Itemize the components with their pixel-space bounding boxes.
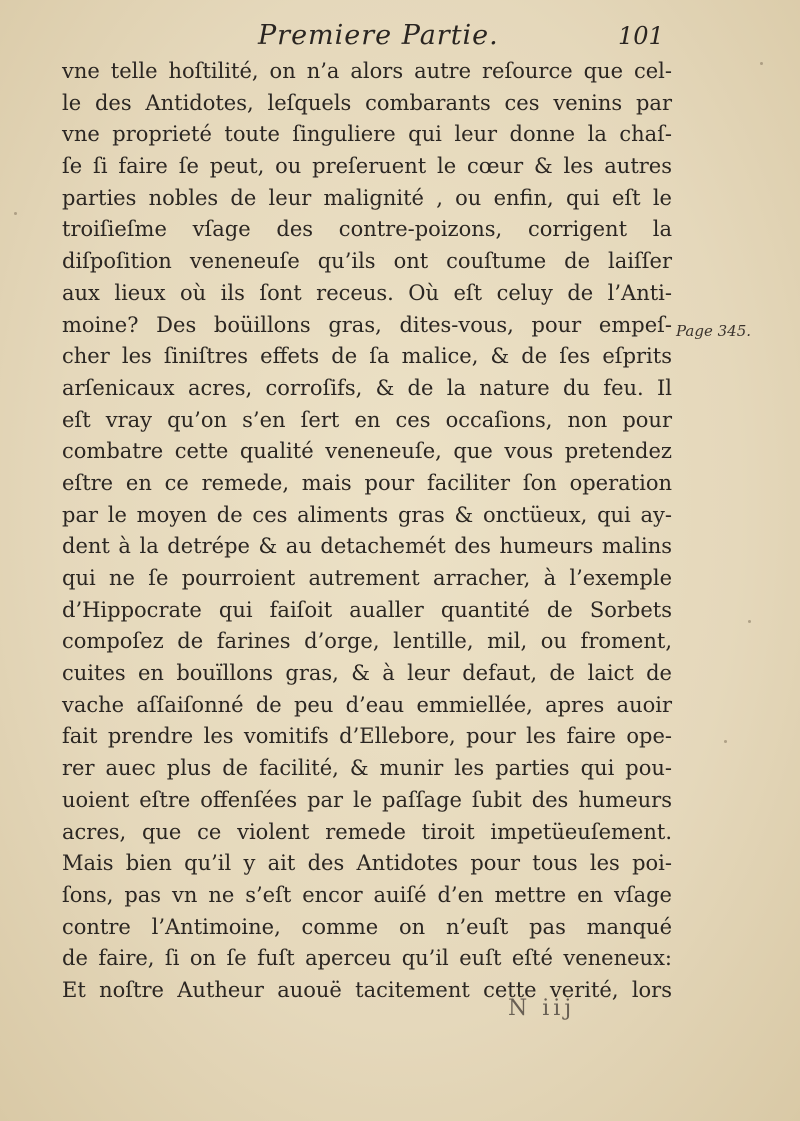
text-line: de faire, ſi on ſe fuſt aperceu qu’il euſt eſté veneneux: bbox=[62, 946, 672, 971]
text-line: cuites en bouïllons gras, & à leur defaut, de laict de bbox=[62, 661, 672, 686]
text-line: ſe ſi faire ſe peut, ou preſeruent le cœur & les autres bbox=[62, 154, 672, 179]
text-line: cher les ſiniſtres effets de ſa malice, & de ſes eſprits bbox=[62, 344, 672, 369]
text-line: qui ne ſe pourroient autrement arracher, à l’exemple bbox=[62, 566, 672, 590]
text-line: combatre cette qualité veneneuſe, que vous pretendez bbox=[62, 439, 672, 464]
margin-note: Page 345. bbox=[676, 322, 752, 340]
text-line: dent à la detrépe & au detachemét des humeurs malins bbox=[62, 534, 672, 559]
text-line: ſons, pas vn ne s’eſt encor auiſé d’en mettre en vſage bbox=[62, 882, 672, 907]
text-line: eſtre en ce remede, mais pour faciliter ſon operation bbox=[62, 470, 672, 495]
text-line: d’Hippocrate qui faiſoit aualler quantité de Sorbets bbox=[62, 597, 672, 622]
text-line: acres, que ce violent remede tiroit impetüeuſement. bbox=[62, 819, 672, 844]
text-line: diſpoſition veneneuſe qu’ils ont couſtume de laiſſer bbox=[62, 249, 672, 274]
text-line: troiſieſme vſage des contre-poizons, corrigent la bbox=[62, 217, 672, 242]
paper-speck bbox=[724, 740, 727, 743]
text-line: Et noſtre Autheur auouë tacitement cette verité, lors bbox=[62, 977, 672, 1002]
paper-speck bbox=[760, 62, 763, 65]
text-line: par le moyen de ces aliments gras & onctüeux, qui ay- bbox=[62, 502, 672, 527]
paper-speck bbox=[14, 212, 17, 215]
page-number: 101 bbox=[618, 22, 664, 50]
running-head bbox=[0, 20, 800, 60]
text-line: parties nobles de leur malignité , ou enfin, qui eſt le bbox=[62, 185, 672, 210]
paper-speck bbox=[748, 620, 751, 623]
text-line: moine? Des boüillons gras, dites-vous, pour empeſ- bbox=[62, 312, 672, 337]
text-line: vache aſſaiſonné de peu d’eau emmiellée, apres auoir bbox=[62, 692, 672, 717]
text-line: le des Antidotes, leſquels combarants ces venins par bbox=[62, 90, 672, 115]
text-line: arſenicaux acres, corroſifs, & de la nature du feu. Il bbox=[62, 375, 672, 400]
text-line: fait prendre les vomitifs d’Ellebore, pour les faire ope- bbox=[62, 724, 672, 749]
text-line: eſt vray qu’on s’en ſert en ces occaſions, non pour bbox=[62, 407, 672, 432]
signature-mark: N iij bbox=[508, 996, 576, 1021]
text-line: aux lieux où ils ſont receus. Où eſt celuy de l’Anti- bbox=[62, 280, 672, 305]
text-line: vne proprieté toute ſinguliere qui leur donne la chaſ- bbox=[62, 122, 672, 147]
text-line: vne telle hoſtilité, on n’a alors autre reſource que cel- bbox=[62, 59, 672, 83]
body-text bbox=[62, 56, 672, 1007]
text-line: Mais bien qu’il y ait des Antidotes pour tous les poi- bbox=[62, 851, 672, 876]
text-line: uoient eſtre offenſées par le paſſage ſubit des humeurs bbox=[62, 787, 672, 812]
text-line: contre l’Antimoine, comme on n’euſt pas manqué bbox=[62, 914, 672, 939]
text-line: rer auec plus de facilité, & munir les parties qui pou- bbox=[62, 756, 672, 781]
text-line: compoſez de farines d’orge, lentille, mil, ou froment, bbox=[62, 629, 672, 654]
section-title: Premiere Partie. bbox=[258, 20, 499, 51]
